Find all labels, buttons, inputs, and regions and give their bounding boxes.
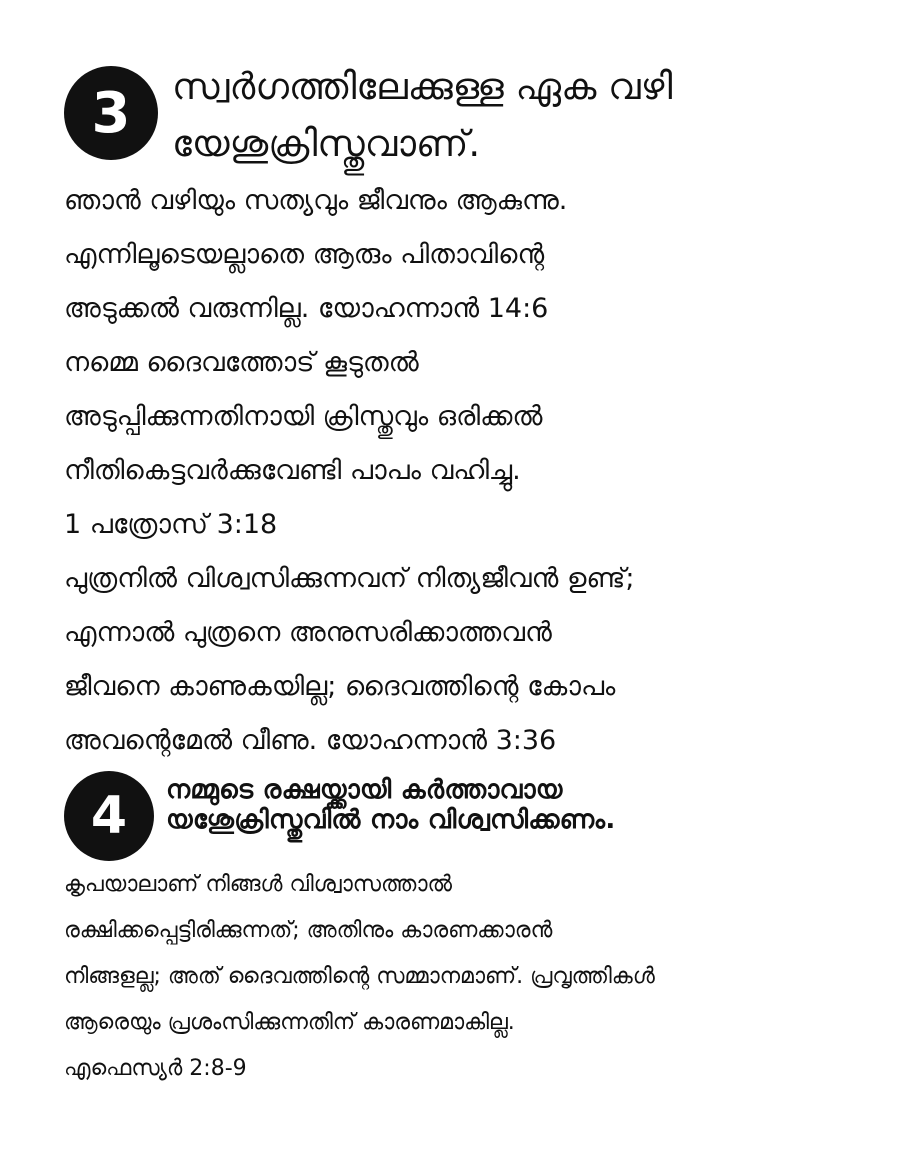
section-4 xyxy=(0,760,904,1080)
text-line: നീതികെട്ടവർക്കുവേണ്ടി പാപം വഹിച്ചു. xyxy=(64,455,521,486)
text-line: രക്ഷിക്കപ്പെട്ടിരിക്കുന്നത്; അതിനും കാരണക്കാരൻ xyxy=(64,918,553,943)
heading-line: യശേുക്രിസ്തുവിൽ നാം വിശ്വസിക്കണം. xyxy=(166,805,616,835)
text-line: കൃപയാലാണ് നിങ്ങൾ വിശ്വാസത്താൽ xyxy=(64,872,452,897)
text-line: ജീവനെ കാണുകയില്ല; ദൈവത്തിന്റെ കോപം xyxy=(64,671,616,702)
text-line: അടുപ്പിക്കുന്നതിനായി ക്രിസ്തുവും ഒരിക്കൽ xyxy=(64,401,543,432)
section-heading xyxy=(166,775,616,835)
text-line: നമ്മെ ദൈവത്തോട് കൂടുതൽ xyxy=(64,347,419,378)
heading-line: യേശുക്രിസ്തുവാണ്. xyxy=(172,122,481,165)
text-line: അടുക്കൽ വരുന്നില്ല. യോഹന്നാൻ 14:6 xyxy=(64,293,549,324)
text-line: നിങ്ങളല്ല; അത് ദൈവത്തിന്റെ സമ്മാനമാണ്. പ്രവൃത്തികൾ xyxy=(64,964,655,989)
text-line: എഫെസ്യർ 2:8-9 xyxy=(64,1056,247,1081)
scripture-text xyxy=(64,862,655,1092)
section-heading xyxy=(172,58,672,172)
text-line: എന്നാൽ പുത്രനെ അനുസരിക്കാത്തവൻ xyxy=(64,617,552,648)
step-number-badge: 4 xyxy=(64,771,154,861)
scripture-text xyxy=(64,174,634,768)
heading-line: നമ്മുടെ രക്ഷയ്ക്കായി കർത്താവായ xyxy=(166,775,563,805)
text-line: എന്നിലൂടെയല്ലാതെ ആരും പിതാവിന്റെ xyxy=(64,239,545,270)
text-line: ആരെയും പ്രശംസിക്കുന്നതിന് കാരണമാകില്ല. xyxy=(64,1010,515,1035)
step-number-badge: 3 xyxy=(64,66,158,160)
text-line: 1 പത്രോസ് 3:18 xyxy=(64,509,278,540)
text-line: അവന്റെമേൽ വീണു. യോഹന്നാൻ 3:36 xyxy=(64,725,557,756)
text-line: ഞാൻ വഴിയും സത്യവും ജീവനും ആകുന്നു. xyxy=(64,185,568,216)
text-line: പുത്രനിൽ വിശ്വസിക്കുന്നവന് നിത്യജീവൻ ഉണ്ട്; xyxy=(64,563,635,594)
heading-line: സ്വർഗത്തിലേക്കുള്ള ഏക വഴി xyxy=(172,65,673,108)
